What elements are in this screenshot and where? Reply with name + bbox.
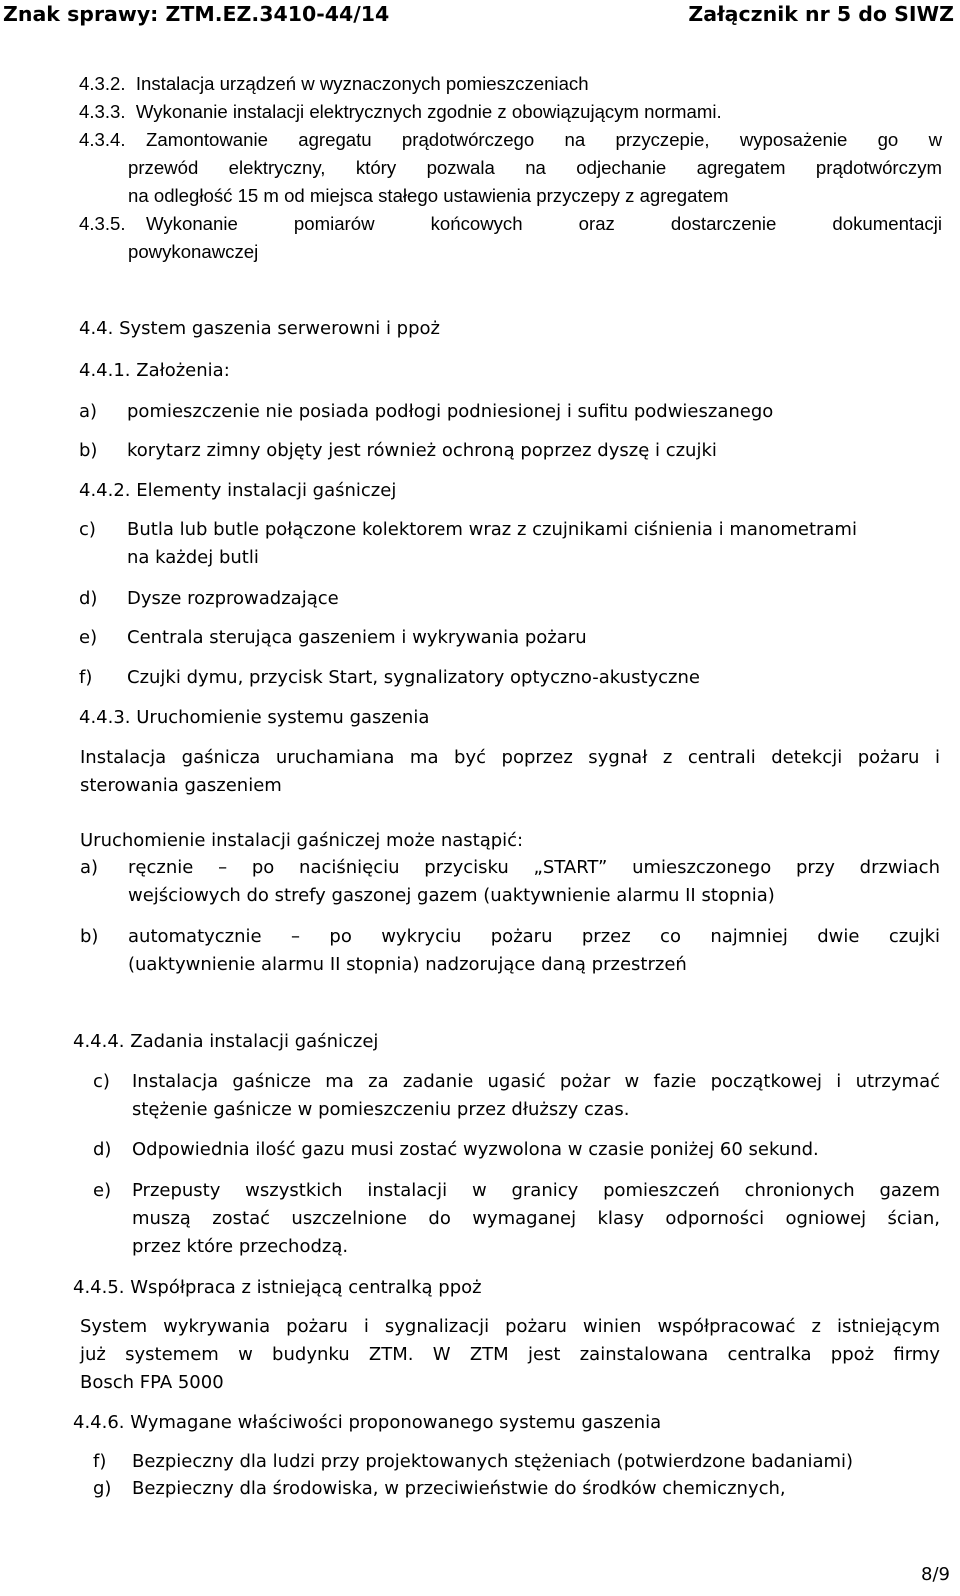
section-4-4-2-heading: 4.4.2. Elementy instalacji gaśniczej [79,480,397,501]
property-g-letter: g) [93,1478,112,1499]
property-g-text: Bezpieczny dla środowiska, w przeciwieństwie do środków chemicznych, [132,1478,786,1499]
element-c-line2: na każdej butli [127,547,259,568]
item-4-3-5-line2: powykonawczej [128,241,259,262]
section-4-4-heading: 4.4. System gaszenia serwerowni i ppoż [79,318,440,339]
activation-para-line1: Instalacja gaśnicza uruchamiana ma być poprzez sygnał z centrali detekcji pożaru i [80,747,940,768]
section-4-4-6-heading: 4.4.6. Wymagane właściwości proponowanego systemu gaszenia [73,1412,662,1433]
item-4-3-4-line3: na odległość 15 m od miejsca stałego ustawienia przyczepy z agregatem [128,185,729,206]
item-4-3-4-line1: Zamontowanie agregatu prądotwórczego na przyczepie, wyposażenie go w [146,129,942,150]
item-4-3-4-num: 4.3.4. [79,129,126,150]
cooperation-line2: już systemem w budynku ZTM. W ZTM jest zainstalowana centralka ppoż firmy [80,1344,940,1365]
activation-a-letter: a) [80,857,99,878]
assumption-a: a) pomieszczenie nie posiada podłogi podniesionej i sufitu podwieszanego [79,401,774,422]
item-4-3-4-line2: przewód elektryczny, który pozwala na odjechanie agregatem prądotwórczym [128,157,942,178]
property-f-letter: f) [93,1451,107,1472]
item-4-3-2: 4.3.2. Instalacja urządzeń w wyznaczonych pomieszczeniach [79,73,589,94]
activation-intro: Uruchomienie instalacji gaśniczej może nastąpić: [80,830,524,851]
task-c-line2: stężenie gaśnicze w pomieszczeniu przez dłuższy czas. [132,1099,630,1120]
task-d-letter: d) [93,1139,112,1160]
property-f-text: Bezpieczny dla ludzi przy projektowanych stężeniach (potwierdzone badaniami) [132,1451,854,1472]
case-number: Znak sprawy: ZTM.EZ.3410-44/14 [3,2,390,26]
task-e-line3: przez które przechodzą. [132,1236,349,1257]
item-4-3-5-line1: Wykonanie pomiarów końcowych oraz dostarczenie dokumentacji [146,213,942,234]
activation-b-line2: (uaktywnienie alarmu II stopnia) nadzorujące daną przestrzeń [128,954,687,975]
element-f: f) Czujki dymu, przycisk Start, sygnalizatory optyczno-akustyczne [79,667,700,688]
page-header [0,0,960,34]
task-e-line1: Przepusty wszystkich instalacji w granicy pomieszczeń chronionych gazem [132,1180,940,1201]
element-e: e) Centrala sterująca gaszeniem i wykrywania pożaru [79,627,587,648]
item-4-3-5-num: 4.3.5. [79,213,126,234]
task-d-text: Odpowiednia ilość gazu musi zostać wyzwolona w czasie poniżej 60 sekund. [132,1139,819,1160]
element-c: c) Butla lub butle połączone kolektorem wraz z czujnikami ciśnienia i manometrami [79,519,857,540]
activation-a-line2: wejściowych do strefy gaszonej gazem (uaktywnienie alarmu II stopnia) [128,885,775,906]
section-4-4-3-heading: 4.4.3. Uruchomienie systemu gaszenia [79,707,430,728]
section-4-4-1-heading: 4.4.1. Założenia: [79,360,230,381]
task-c-letter: c) [93,1071,110,1092]
activation-a-line1: ręcznie – po naciśnięciu przycisku „START” umieszczonego przy drzwiach [128,857,940,878]
activation-b-letter: b) [80,926,99,947]
item-4-3-3: 4.3.3. Wykonanie instalacji elektrycznych zgodnie z obowiązującym normami. [79,101,722,122]
cooperation-line3: Bosch FPA 5000 [80,1372,224,1393]
activation-b-line1: automatycznie – po wykryciu pożaru przez co najmniej dwie czujki [128,926,940,947]
cooperation-line1: System wykrywania pożaru i sygnalizacji pożaru winien współpracować z istniejącym [80,1316,940,1337]
attachment-label: Załącznik nr 5 do SIWZ [688,2,954,26]
task-e-line2: muszą zostać uszczelnione do wymaganej klasy odporności ogniowej ścian, [132,1208,940,1229]
section-4-4-4-heading: 4.4.4. Zadania instalacji gaśniczej [73,1031,379,1052]
section-4-4-5-heading: 4.4.5. Współpraca z istniejącą centralką ppoż [73,1277,482,1298]
task-c-line1: Instalacja gaśnicze ma za zadanie ugasić pożar w fazie początkowej i utrzymać [132,1071,940,1092]
task-e-letter: e) [93,1180,112,1201]
assumption-b: b) korytarz zimny objęty jest również ochroną poprzez dyszę i czujki [79,440,717,461]
activation-para-line2: sterowania gaszeniem [80,775,282,796]
page-number: 8/9 [921,1564,950,1585]
element-d: d) Dysze rozprowadzające [79,588,339,609]
